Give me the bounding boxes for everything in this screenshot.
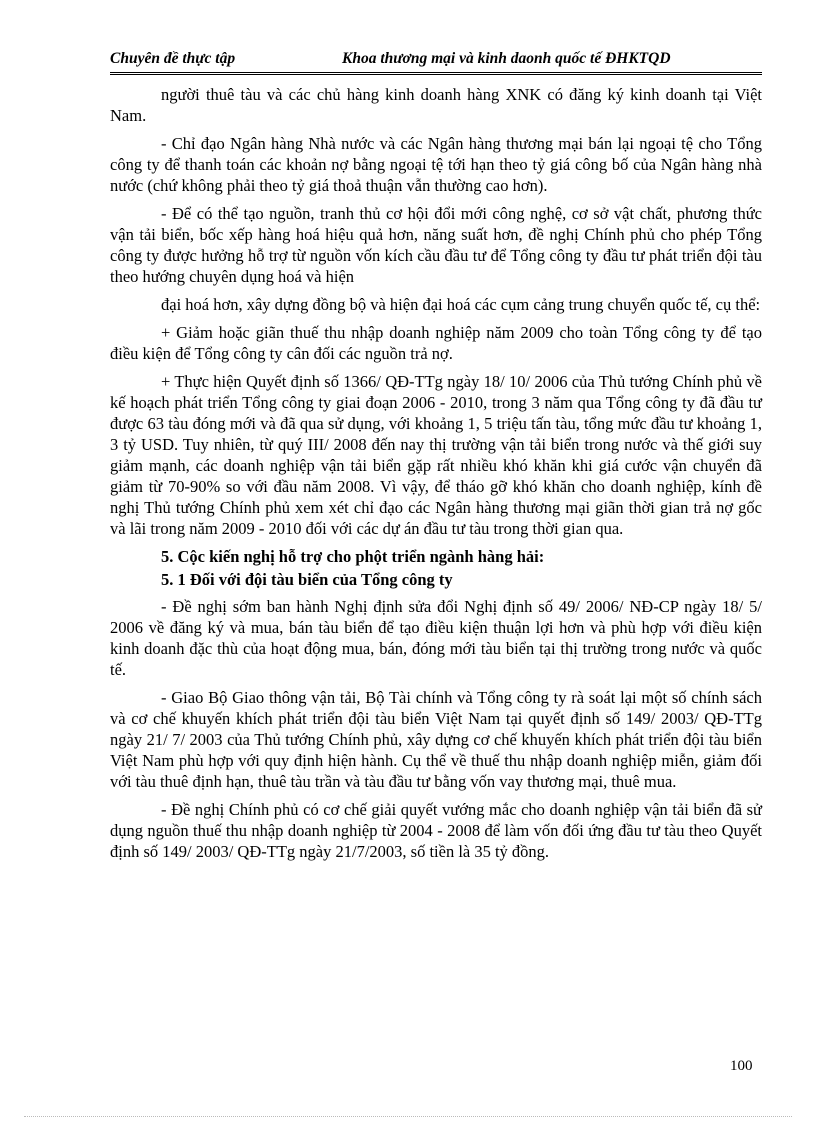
paragraph: + Thực hiện Quyết định số 1366/ QĐ-TTg ngày 18/ 10/ 2006 của Thủ tướng Chính phủ về kế hoạch phát triển Tổng công ty giai đoạn 2006 - 2010, trong 3 năm qua Tổng công ty đã đầu tư được 63 tàu đóng mới và đã qua sử dụng, với khoảng 1, 5 triệu tấn tàu, tổng mức đầu tư khoảng 1, 3 tỷ USD. Tuy nhiên, từ quý III/ 2008 đến nay thị trường vận tải biển trong nước và thế giới suy giảm mạnh, các doanh nghiệp vận tải biển gặp rất nhiều khó khăn khi giá cước vận chuyển đã giảm từ 70-90% so với đầu năm 2008. Vì vậy, để tháo gỡ khó khăn cho doanh nghiệp, kính đề nghị Thủ tướng Chính phủ xem xét chỉ đạo các Ngân hàng thương mại giãn thời gian trả nợ gốc và lãi trong năm 2009 - 2010 đối với các dự án đầu tư tàu trong thời gian qua. [110,372,762,538]
paragraph: - Đề nghị Chính phủ có cơ chế giải quyết vướng mắc cho doanh nghiệp vận tải biển đã sử dụng nguồn thuế thu nhập doanh nghiệp từ 2004 - 2008 để làm vốn đối ứng đầu tư tàu theo Quyết định số 149/ 2003/ QĐ-TTg ngày 21/7/2003, số tiền là 35 tỷ đồng. [110,800,762,861]
header-left-text: Chuyên đề thực tập [110,50,236,67]
paragraph: - Đề nghị sớm ban hành Nghị định sửa đổi Nghị định số 49/ 2006/ NĐ-CP ngày 18/ 5/ 2006 về đăng ký và mua, bán tàu biển để tạo điều kiện thuận lợi hơn và phù hợp với điều kiện kinh doanh đặc thù của hoạt động mua, bán, đóng mới tàu biển tại thị trường trong nước và quốc tế. [110,597,762,679]
document-body [110,84,762,869]
paragraph: + Giảm hoặc giãn thuế thu nhập doanh nghiệp năm 2009 cho toàn Tổng công ty để tạo điều kiện để Tổng công ty cân đối các nguồn trả nợ. [110,323,762,363]
section-heading: 5. Cộc kiến nghị hỗ trợ cho phột triển ngành hàng hải: [161,547,545,566]
page-header [110,50,762,75]
header-right-text: Khoa thương mại và kinh daonh quốc tế ĐHKTQD [342,50,671,67]
subsection-heading: 5. 1 Đối với đội tàu biển của Tổng công ty [161,570,453,589]
paragraph: - Chỉ đạo Ngân hàng Nhà nước và các Ngân hàng thương mại bán lại ngoại tệ cho Tổng công ty để thanh toán các khoản nợ bằng ngoại tệ tới hạn theo tỷ giá công bố của Ngân hàng nhà nước (chứ không phải theo tỷ giá thoả thuận vẫn thường cao hơn). [110,134,762,195]
paragraph: - Để có thể tạo nguồn, tranh thủ cơ hội đổi mới công nghệ, cơ sở vật chất, phương thức vận tải biển, bốc xếp hàng hoá hiệu quả hơn, năng suất hơn, đề nghị Chính phủ cho phép Tổng công ty được hưởng hỗ trợ từ nguồn vốn kích cầu đầu tư để Tổng công ty đầu tư phát triển đội tàu theo hướng chuyên dụng hoá và hiện [110,204,762,286]
paragraph: đại hoá hơn, xây dựng đồng bộ và hiện đại hoá các cụm cảng trung chuyển quốc tế, cụ thể: [161,295,761,314]
page-bottom-rule [24,1116,792,1117]
paragraph: - Giao Bộ Giao thông vận tải, Bộ Tài chính và Tổng công ty rà soát lại một số chính sách và cơ chế khuyến khích phát triển đội tàu biển Việt Nam tại quyết định số 149/ 2003/ QĐ-TTg ngày 21/ 7/ 2003 của Thủ tướng Chính phủ, xây dựng cơ chế khuyến khích phát triển đội tàu biển Việt Nam phù hợp với quy định hiện hành. Cụ thể về thuế thu nhập doanh nghiệp miễn, giảm đối với tàu thuê định hạn, thuê tàu trần và tàu đầu tư bằng vốn vay thương mại, thuê mua. [110,688,762,791]
paragraph: người thuê tàu và các chủ hàng kinh doanh hàng XNK có đăng ký kinh doanh tại Việt Nam. [110,85,762,125]
page-number: 100 [730,1058,753,1074]
